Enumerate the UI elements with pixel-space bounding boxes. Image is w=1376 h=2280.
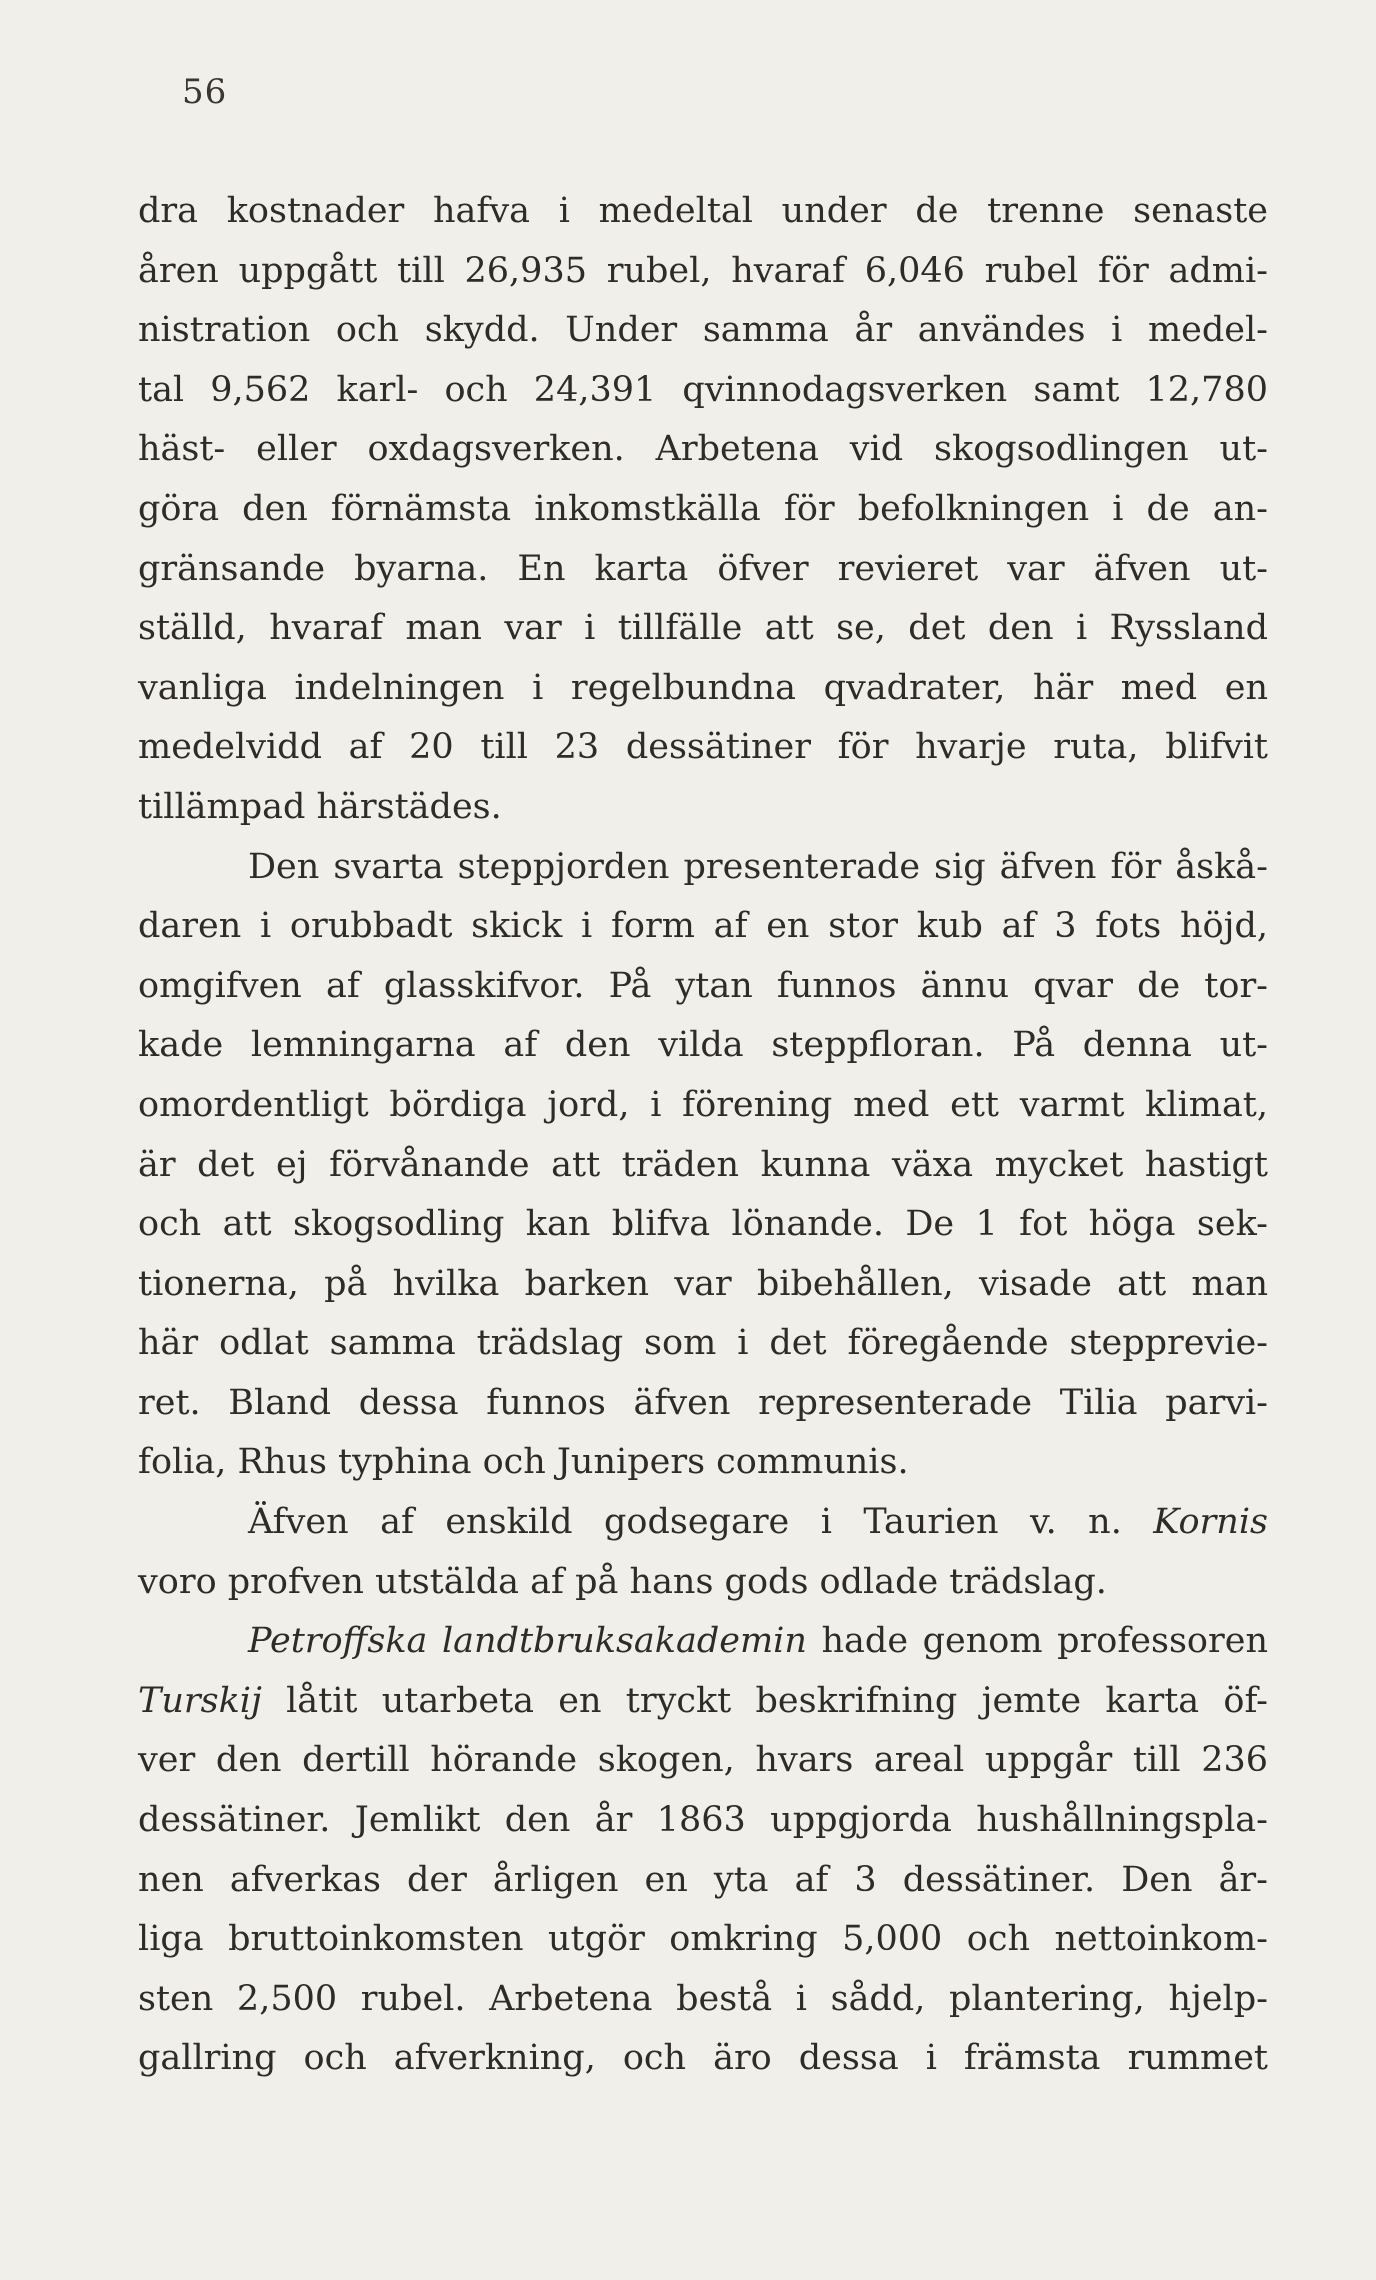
text-line: tal 9,562 karl- och 24,391 qvinnodagsverken samt 12,780 [138, 369, 1268, 410]
line-text: låtit utarbeta en tryckt beskrifning jemte karta öf- [286, 1680, 1268, 1721]
text-line: sten 2,500 rubel. Arbetena bestå i sådd, plantering, hjelp- [138, 1978, 1268, 2019]
text-line: voro profven utstälda af på hans gods odlade trädslag. [138, 1561, 1107, 1602]
text-line: omordentligt bördiga jord, i förening med ett varmt klimat, [138, 1084, 1268, 1125]
text-line: nen afverkas der årligen en yta af 3 dessätiner. Den år- [138, 1859, 1268, 1900]
text-line: ret. Bland dessa funnos äfven representerade Tilia parvi- [138, 1382, 1268, 1423]
text-line: Den svarta steppjorden presenterade sig äfven för åskå- [248, 846, 1268, 887]
line-text: hade genom professoren [821, 1621, 1268, 1662]
text-line: här odlat samma trädslag som i det föregående stepprevie- [138, 1323, 1268, 1364]
text-line: ställd, hvaraf man var i tillfälle att se, det den i Ryssland [138, 608, 1268, 649]
text-line: göra den förnämsta inkomstkälla för befolkningen i de an- [138, 488, 1268, 529]
italic-name: Petroffska landtbruksakademin [248, 1621, 807, 1662]
text-line: dessätiner. Jemlikt den år 1863 uppgjorda hushållningspla- [138, 1800, 1268, 1841]
text-line: är det ej förvånande att träden kunna växa mycket hastigt [138, 1144, 1268, 1185]
italic-name: Turskij [138, 1680, 262, 1721]
text-line: tillämpad härstädes. [138, 786, 502, 827]
text-line: medelvidd af 20 till 23 dessätiner för hvarje ruta, blifvit [138, 727, 1268, 768]
text-line: häst- eller oxdagsverken. Arbetena vid skogsodlingen ut- [138, 429, 1268, 470]
text-line: och att skogsodling kan blifva lönande. De 1 fot höga sek- [138, 1204, 1268, 1245]
italic-name: Kornis [1153, 1502, 1268, 1543]
text-line: vanliga indelningen i regelbundna qvadrater, här med en [138, 667, 1268, 708]
text-line [138, 1612, 1268, 1672]
text-line [138, 1493, 1268, 1553]
body-text [138, 182, 1268, 2089]
text-line: omgifven af glasskifvor. På ytan funnos ännu qvar de tor- [138, 965, 1268, 1006]
text-line: daren i orubbadt skick i form af en stor kub af 3 fots höjd, [138, 906, 1268, 947]
page-number: 56 [182, 72, 228, 112]
text-line: kade lemningarna af den vilda steppfloran. På denna ut- [138, 1025, 1268, 1066]
text-line: dra kostnader hafva i medeltal under de trenne senaste [138, 191, 1268, 231]
text-line: gränsande byarna. En karta öfver revieret var äfven ut- [138, 548, 1268, 589]
text-line: folia, Rhus typhina och Junipers communis. [138, 1442, 909, 1483]
text-line: ver den dertill hörande skogen, hvars areal uppgår till 236 [138, 1740, 1268, 1781]
line-text: Äfven af enskild godsegare i Taurien v. n. [248, 1502, 1122, 1543]
text-line: tionerna, på hvilka barken var bibehållen, visade att man [138, 1263, 1268, 1304]
text-line: gallring och afverkning, och äro dessa i främsta rummet [138, 2038, 1268, 2079]
text-line [138, 1672, 1268, 1732]
text-line: nistration och skydd. Under samma år användes i medel- [138, 310, 1268, 351]
text-line: åren uppgått till 26,935 rubel, hvaraf 6,046 rubel för admi- [138, 250, 1268, 291]
text-line: liga bruttoinkomsten utgör omkring 5,000 och nettoinkom- [138, 1919, 1268, 1960]
